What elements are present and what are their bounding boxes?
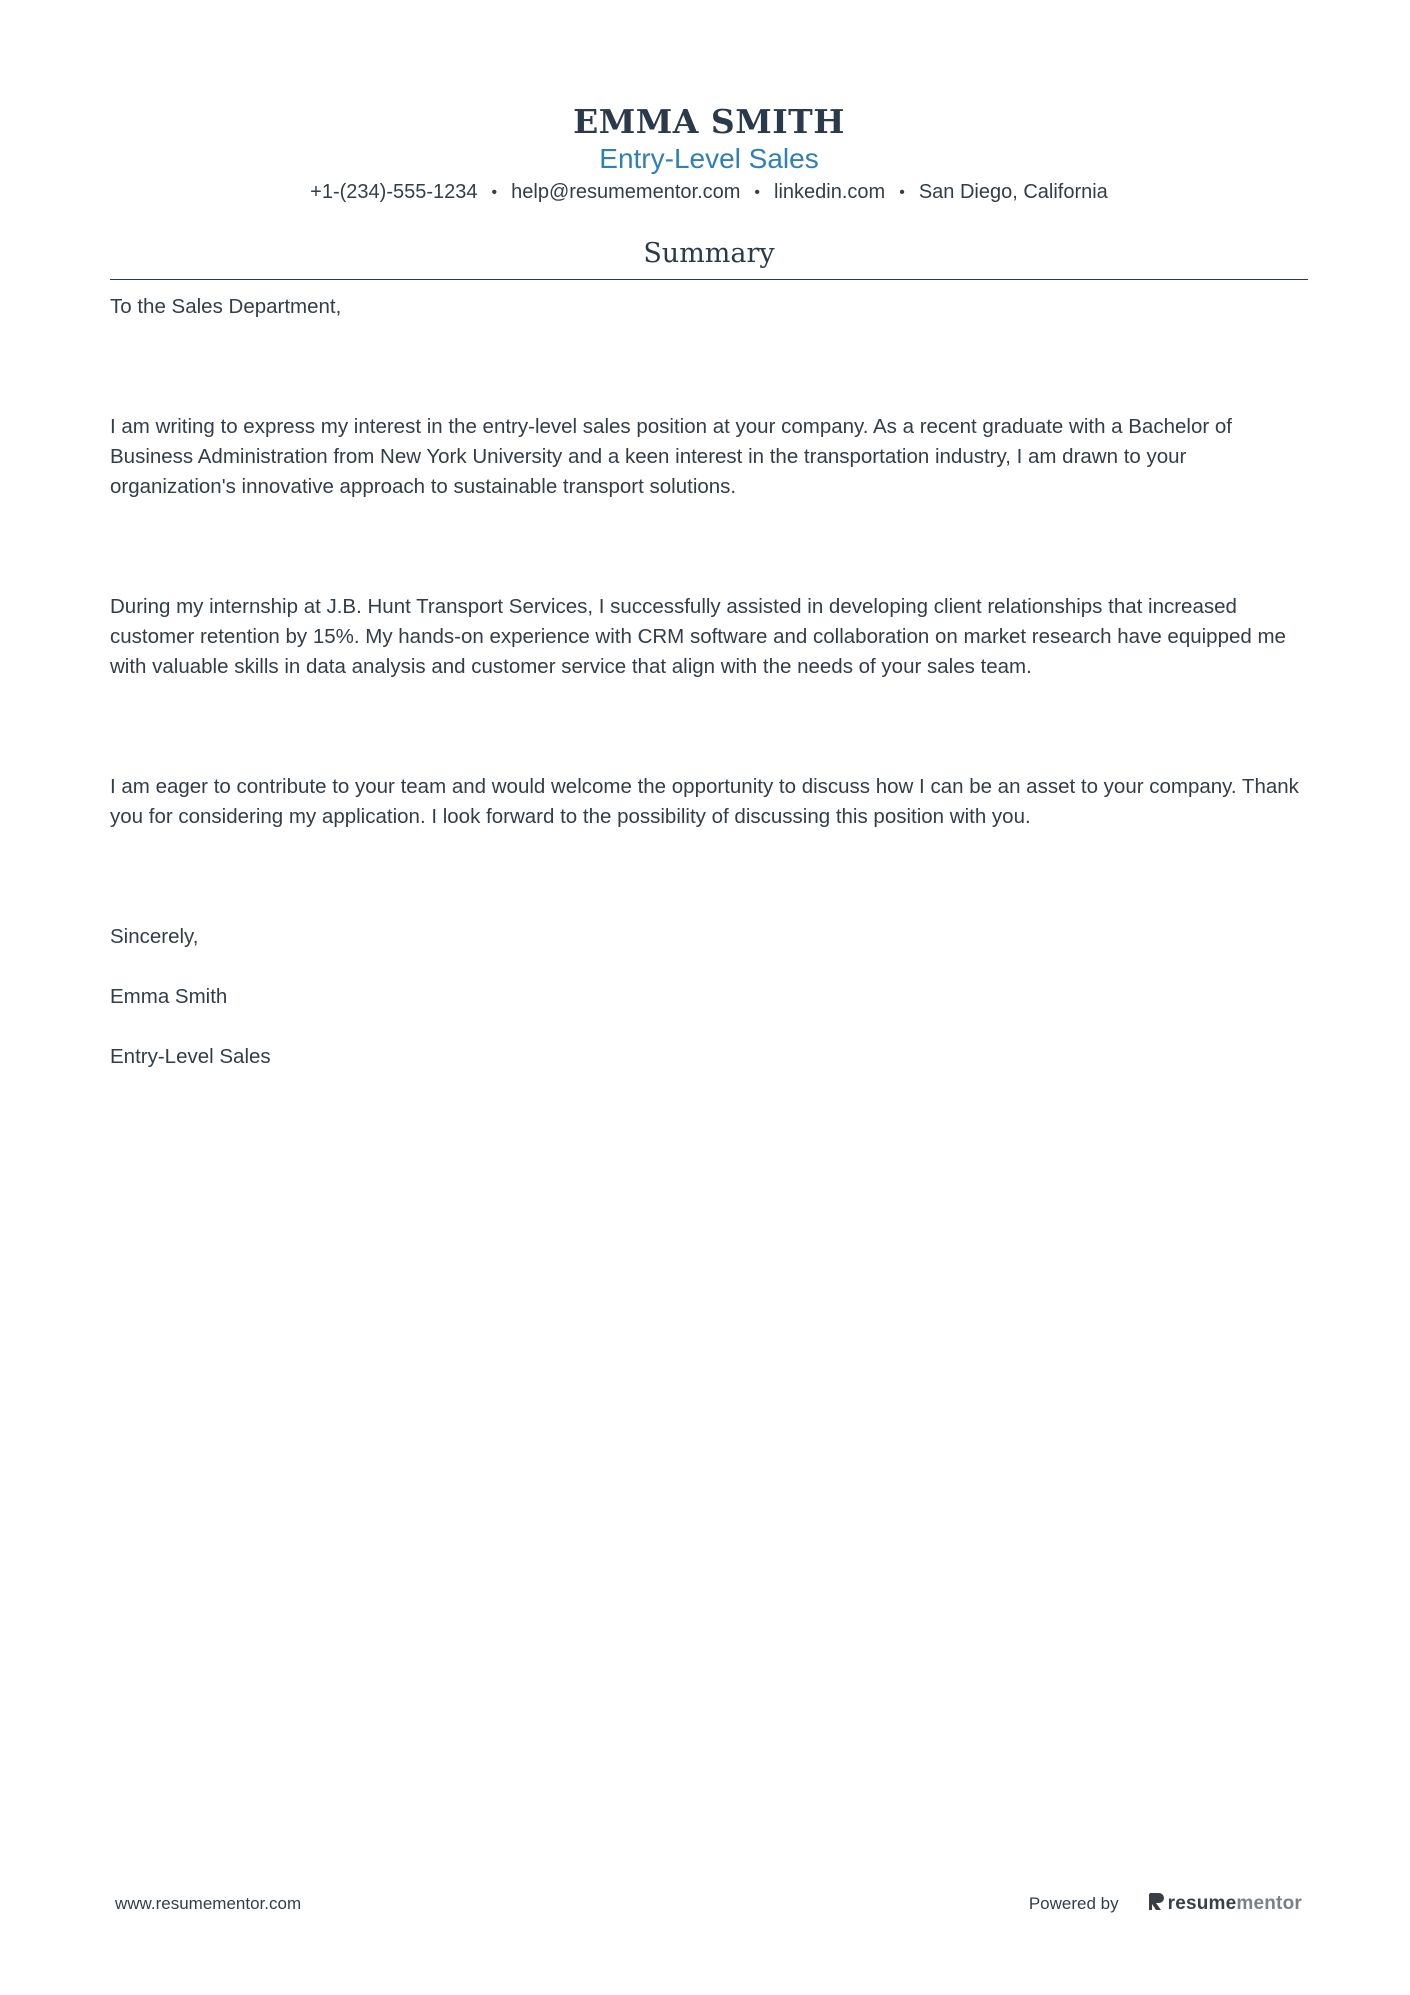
separator-dot: • (754, 184, 761, 201)
letter-salutation: To the Sales Department, (110, 295, 342, 318)
signature-name: Emma Smith (110, 985, 228, 1008)
contact-email[interactable]: help@resumementor.com (511, 181, 741, 203)
letter-closing: Sincerely, (110, 925, 199, 948)
separator-dot: • (899, 184, 905, 201)
brand-logo[interactable] (1149, 1891, 1302, 1917)
resumementor-logo-icon (1149, 1891, 1165, 1917)
section-divider (110, 279, 1308, 280)
letter-paragraph-1: I am writing to express my interest in the entry-level sales position at your company. As a recent graduate with a Bachelor of Business Administration from New York University and a keen interest in the transportation industry, I am drawn to your organization's innovative approach to sustainable transport solutions. (110, 415, 1232, 498)
separator-dot: • (491, 184, 498, 201)
contact-location: San Diego, California (918, 181, 1108, 203)
brand-name-strong: resume (1167, 1893, 1237, 1914)
brand-name-light: mentor (1236, 1893, 1302, 1914)
applicant-job-title: Entry-Level Sales (599, 143, 819, 174)
contact-row (110, 178, 1308, 207)
footer-website[interactable]: www.resumementor.com (115, 1894, 302, 1913)
letter-paragraph-2: During my internship at J.B. Hunt Transport Services, I successfully assisted in developing client relationships that increased customer retention by 15%. My hands-on experience with CRM software and collaboration on market research have equipped me with valuable skills in data analysis and customer service that align with the needs of your sales team. (110, 595, 1286, 678)
contact-linkedin[interactable]: linkedin.com (774, 181, 886, 203)
footer-powered-by (1029, 1891, 1302, 1917)
cover-letter-page (110, 0, 1308, 1072)
signature-title: Entry-Level Sales (110, 1045, 271, 1068)
powered-by-label: Powered by (1028, 1894, 1119, 1913)
section-title-summary: Summary (643, 238, 775, 269)
letter-header (110, 102, 1308, 207)
applicant-name: EMMA SMITH (573, 102, 845, 141)
letter-paragraph-3: I am eager to contribute to your team and would welcome the opportunity to discuss how I can be an asset to your company. Thank you for considering my application. I look forward to the possibility of discussing this position with you. (110, 775, 1299, 828)
contact-phone: +1-(234)-555-1234 (310, 181, 478, 203)
